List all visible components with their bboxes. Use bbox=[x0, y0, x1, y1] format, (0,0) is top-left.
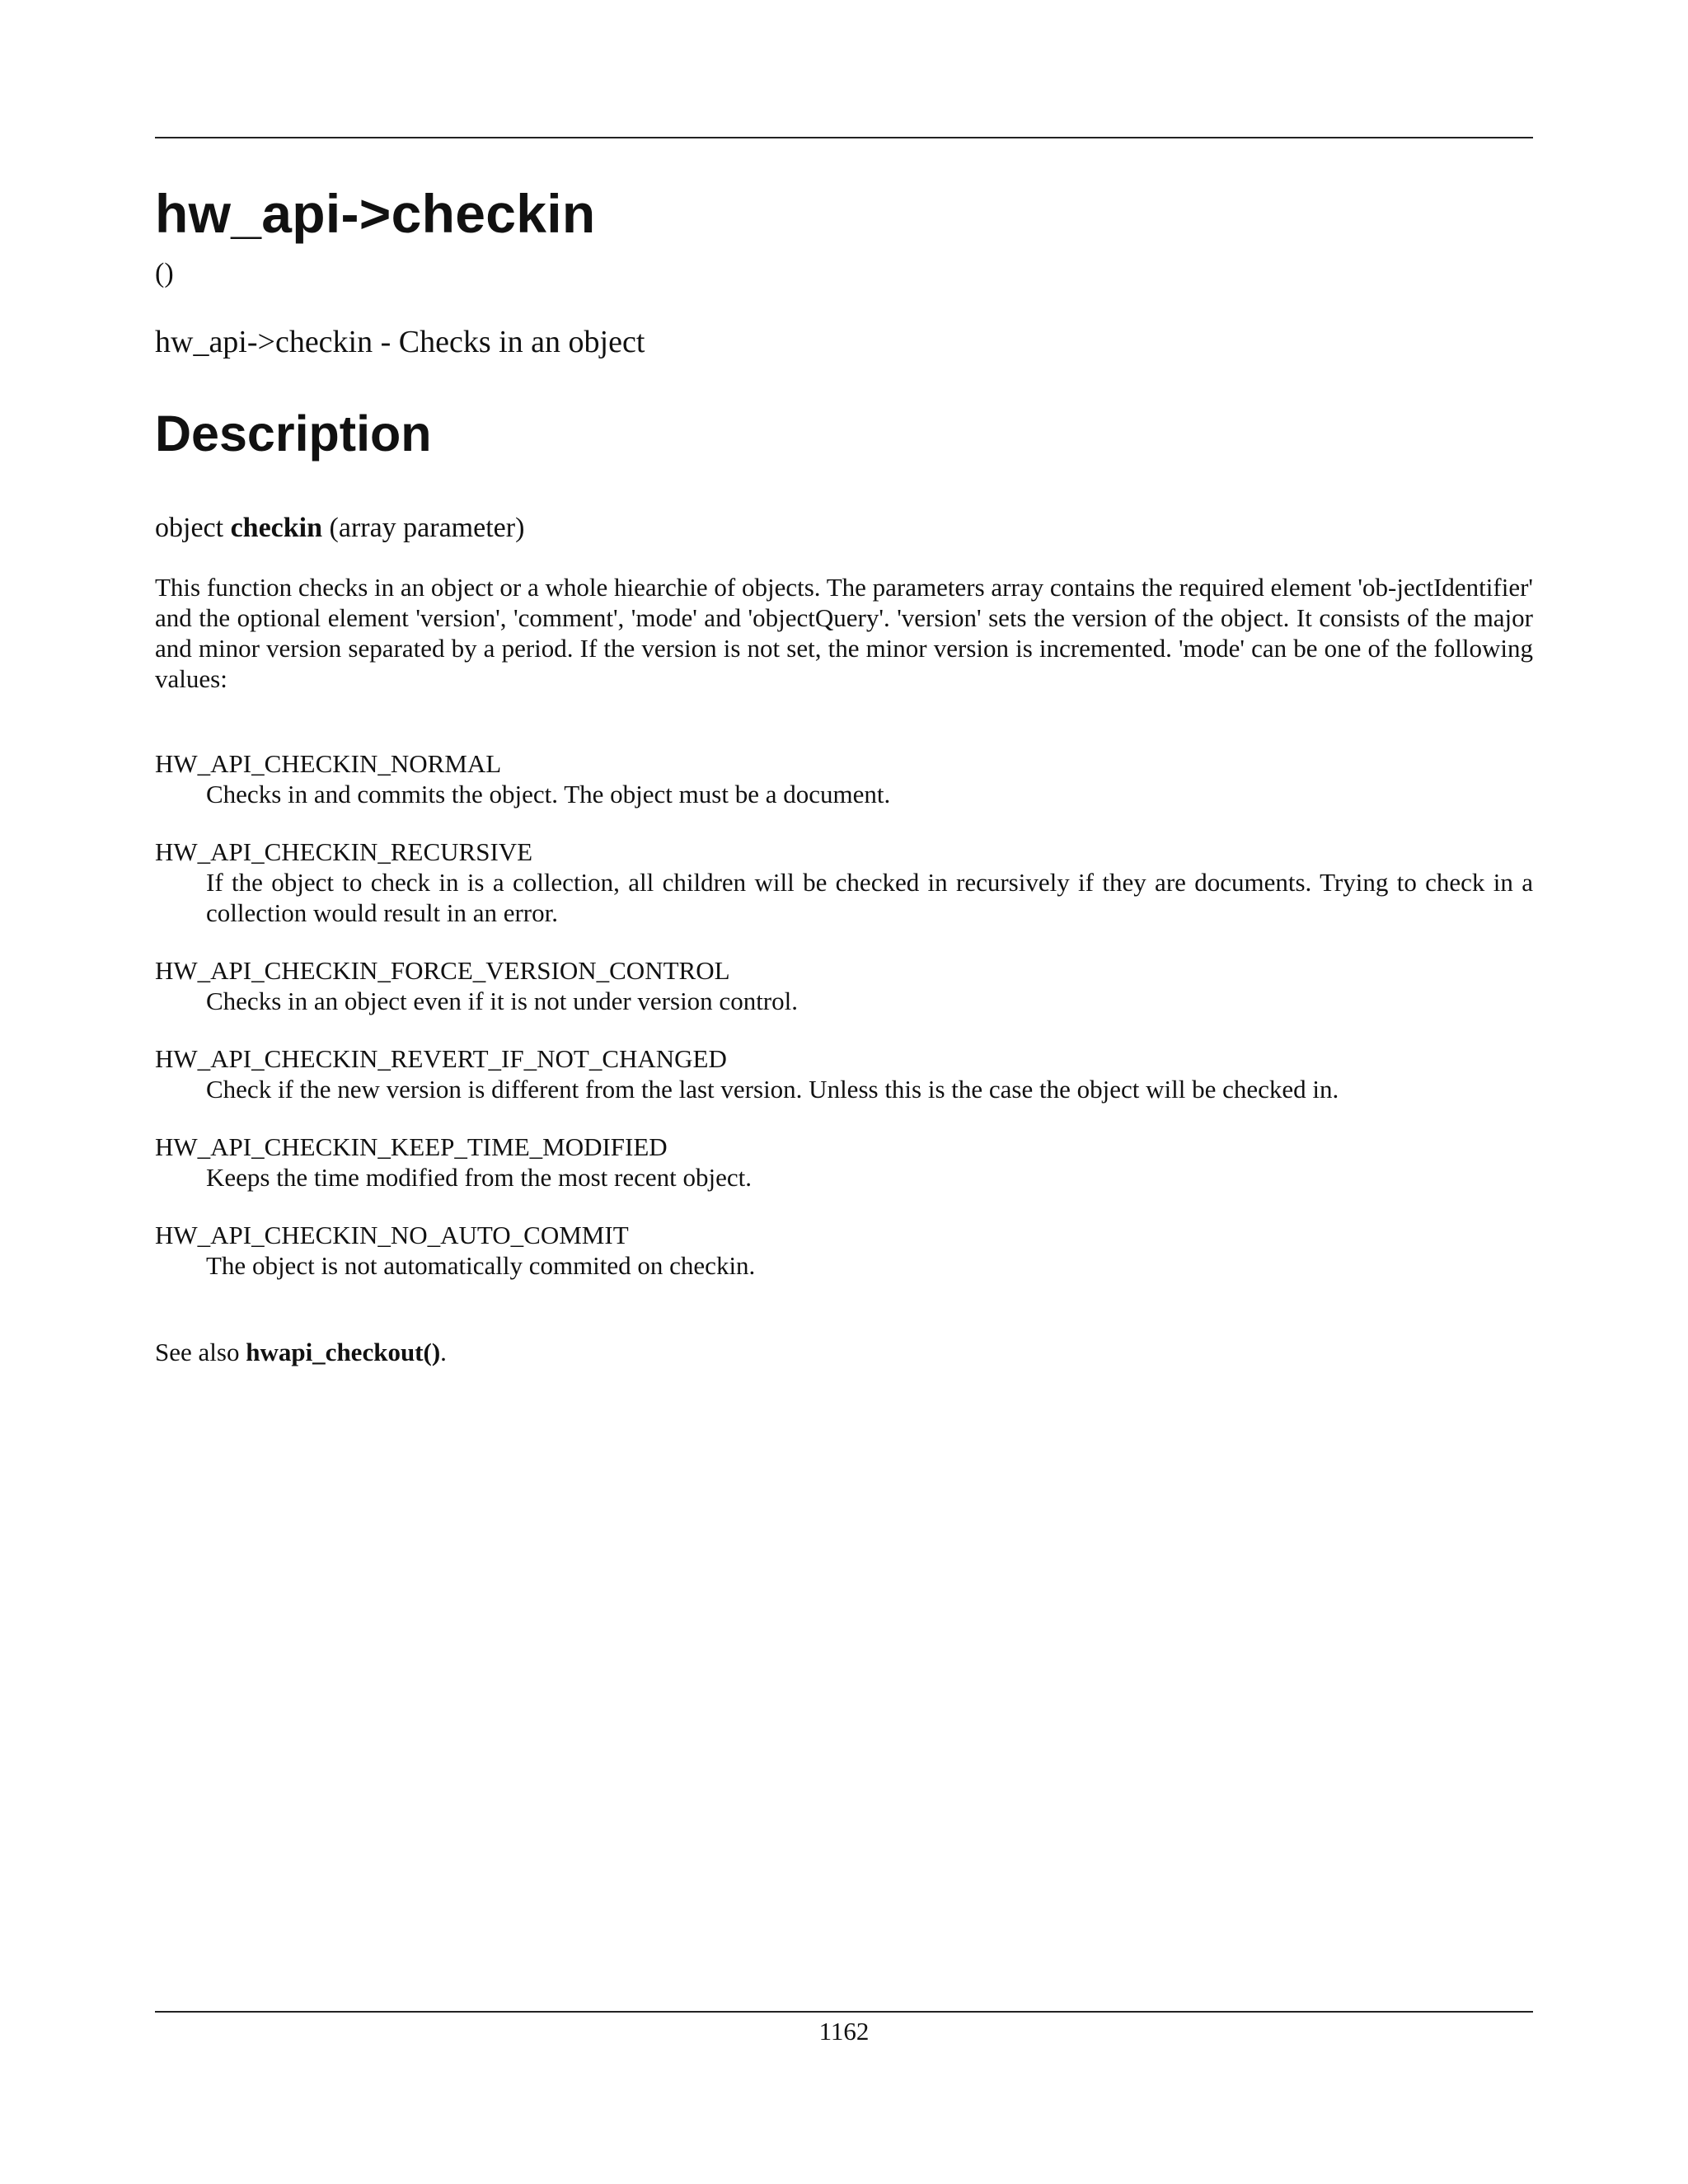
constant-name: HW_API_CHECKIN_REVERT_IF_NOT_CHANGED bbox=[155, 1044, 727, 1073]
synopsis-params: (array parameter) bbox=[329, 513, 525, 543]
constant-name: HW_API_CHECKIN_NORMAL bbox=[155, 749, 502, 778]
ref-purpose: hw_api->checkin - Checks in an object bbox=[155, 325, 645, 359]
constant-description: If the object to check in is a collection, all children will be checked in recursively if they are documents. Trying to check in a collection would result in an error. bbox=[206, 868, 1533, 927]
constant-description: The object is not automatically commited on checkin. bbox=[206, 1251, 756, 1280]
synopsis-return-type: object bbox=[155, 513, 224, 543]
synopsis-function-name: checkin bbox=[230, 513, 323, 543]
constant-description: Checks in and commits the object. The object must be a document. bbox=[206, 780, 891, 808]
constant-name: HW_API_CHECKIN_KEEP_TIME_MODIFIED bbox=[155, 1132, 668, 1161]
document-page bbox=[155, 0, 1533, 2184]
header-rule bbox=[155, 137, 1533, 138]
title-parens: () bbox=[155, 258, 174, 288]
function-synopsis bbox=[155, 513, 524, 543]
constant-description: Keeps the time modified from the most recent object. bbox=[206, 1163, 752, 1192]
constant-description: Checks in an object even if it is not under version control. bbox=[206, 987, 798, 1015]
page-number: 1162 bbox=[818, 2017, 870, 2046]
see-also-prefix: See also bbox=[155, 1338, 246, 1366]
constant-list bbox=[155, 748, 1533, 1308]
constant-name: HW_API_CHECKIN_NO_AUTO_COMMIT bbox=[155, 1221, 629, 1249]
constant-name: HW_API_CHECKIN_FORCE_VERSION_CONTROL bbox=[155, 956, 730, 985]
footer-rule bbox=[155, 2011, 1533, 2013]
description-heading: Description bbox=[155, 405, 432, 462]
see-also bbox=[155, 1337, 447, 1367]
description-paragraph: This function checks in an object or a whole hiearchie of objects. The parameters array contains the required element 'ob-jectIdentifier' and the optional element 'version', 'comment', 'mode' and 'objectQuery'. 'version' sets the version of the object. It consists of the major and minor version separated by a period. If the version is not set, the minor version is incremented. 'mode' can be one of the following values: bbox=[155, 573, 1533, 693]
constant-name: HW_API_CHECKIN_RECURSIVE bbox=[155, 837, 533, 866]
page-title: hw_api->checkin bbox=[155, 183, 596, 244]
see-also-suffix: . bbox=[440, 1338, 447, 1366]
see-also-link[interactable]: hwapi_checkout() bbox=[246, 1338, 441, 1366]
constant-description: Check if the new version is different from the last version. Unless this is the case the object will be checked in. bbox=[206, 1075, 1339, 1104]
